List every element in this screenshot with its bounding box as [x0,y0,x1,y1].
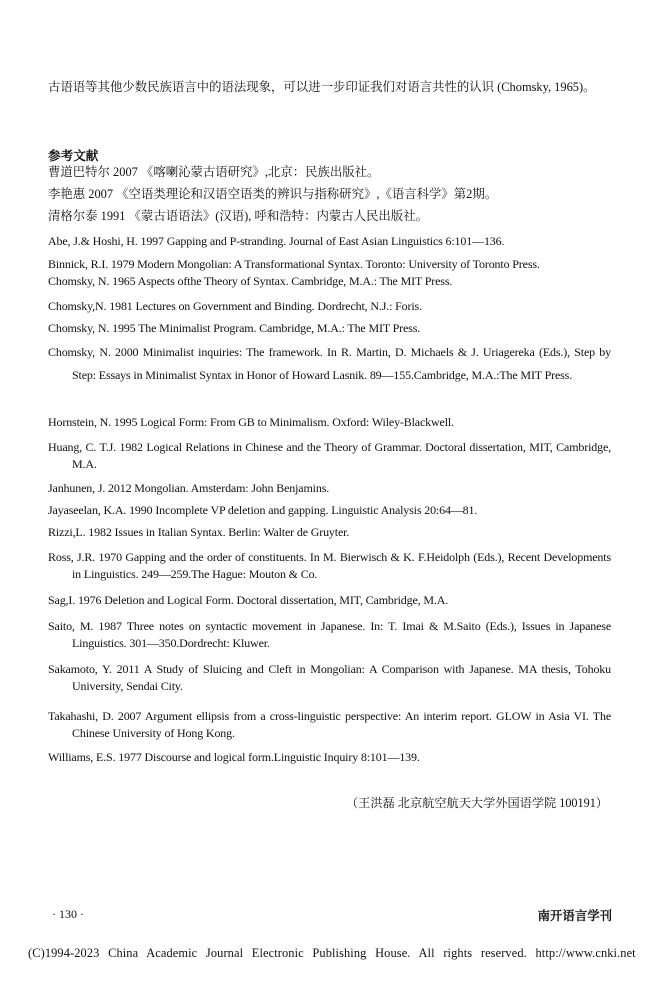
reference-item: Chomsky, N. 2000 Minimalist inquiries: The framework. In R. Martin, D. Michaels & J. Uriagereka (Eds.), Step by Step: Essays in Minimalist Syntax in Honor of Howard Lasnik. 89—155.Cambridge, M.A.:The MIT Press. [48,345,611,382]
reference-item: Chomsky, N. 1995 The Minimalist Program. Cambridge, M.A.: The MIT Press. [48,321,421,335]
intro-paragraph: 古语语等其他少数民族语言中的语法现象，可以进一步印证我们对语言共性的认识 (Chomsky, 1965)。 [48,80,596,94]
journal-name: 南开语言学刊 [537,909,612,923]
reference-item: Chomsky, N. 1965 Aspects ofthe Theory of Syntax. Cambridge, M.A.: The MIT Press. [48,274,453,288]
references-heading: 参考文献 [48,149,99,163]
reference-item: Sag,I. 1976 Deletion and Logical Form. Doctoral dissertation, MIT, Cambridge, M.A. [48,593,449,607]
reference-item: Takahashi, D. 2007 Argument ellipsis from a cross-linguistic perspective: An interim report. GLOW in Asia VI. The Chinese University of Hong Kong. [48,709,611,740]
reference-item: 曹道巴特尔 2007 《喀喇沁蒙古语研究》,北京：民族出版社。 [48,165,380,179]
author-affiliation: （王洪磊 北京航空航天大学外国语学院 100191） [345,796,608,810]
copyright-notice: (C)1994-2023 China Academic Journal Electronic Publishing House. All rights reserved. http://www.cnki.net [28,946,636,960]
reference-item: Chomsky,N. 1981 Lectures on Government and Binding. Dordrecht, N.J.: Foris. [48,299,422,313]
reference-item: Janhunen, J. 2012 Mongolian. Amsterdam: John Benjamins. [48,481,330,495]
reference-item: Huang, C. T.J. 1982 Logical Relations in Chinese and the Theory of Grammar. Doctoral dissertation, MIT, Cambridge, M.A. [48,440,611,471]
reference-item: Ross, J.R. 1970 Gapping and the order of constituents. In M. Bierwisch & K. F.Heidolph (Eds.), Recent Developments in Linguistics. 249—259.The Hague: Mouton & Co. [48,550,611,581]
reference-item: 李艳惠 2007 《空语类理论和汉语空语类的辨识与指称研究》,《语言科学》第2期。 [48,187,498,201]
reference-item: Sakamoto, Y. 2011 A Study of Sluicing and Cleft in Mongolian: A Comparison with Japanese. MA thesis, Tohoku University, Sendai City. [48,662,611,693]
reference-item: 清格尔泰 1991 《蒙古语语法》(汉语), 呼和浩特：内蒙古人民出版社。 [48,209,428,223]
reference-item: Rizzi,L. 1982 Issues in Italian Syntax. Berlin: Walter de Gruyter. [48,525,350,539]
reference-item: Binnick, R.I. 1979 Modern Mongolian: A Transformational Syntax. Toronto: University of Toronto Press. [48,257,540,271]
reference-item: Hornstein, N. 1995 Logical Form: From GB to Minimalism. Oxford: Wiley-Blackwell. [48,415,454,429]
reference-item: Abe, J.& Hoshi, H. 1997 Gapping and P-stranding. Journal of East Asian Linguistics 6:101—136. [48,234,505,248]
reference-item: Williams, E.S. 1977 Discourse and logical form.Linguistic Inquiry 8:101—139. [48,750,420,764]
reference-item: Jayaseelan, K.A. 1990 Incomplete VP deletion and gapping. Linguistic Analysis 20:64—81. [48,503,478,517]
reference-item: Saito, M. 1987 Three notes on syntactic movement in Japanese. In: T. Imai & M.Saito (Eds.), Issues in Japanese Linguistics. 301—350.Dordrecht: Kluwer. [48,619,611,650]
page-number: · 130 · [52,907,84,921]
